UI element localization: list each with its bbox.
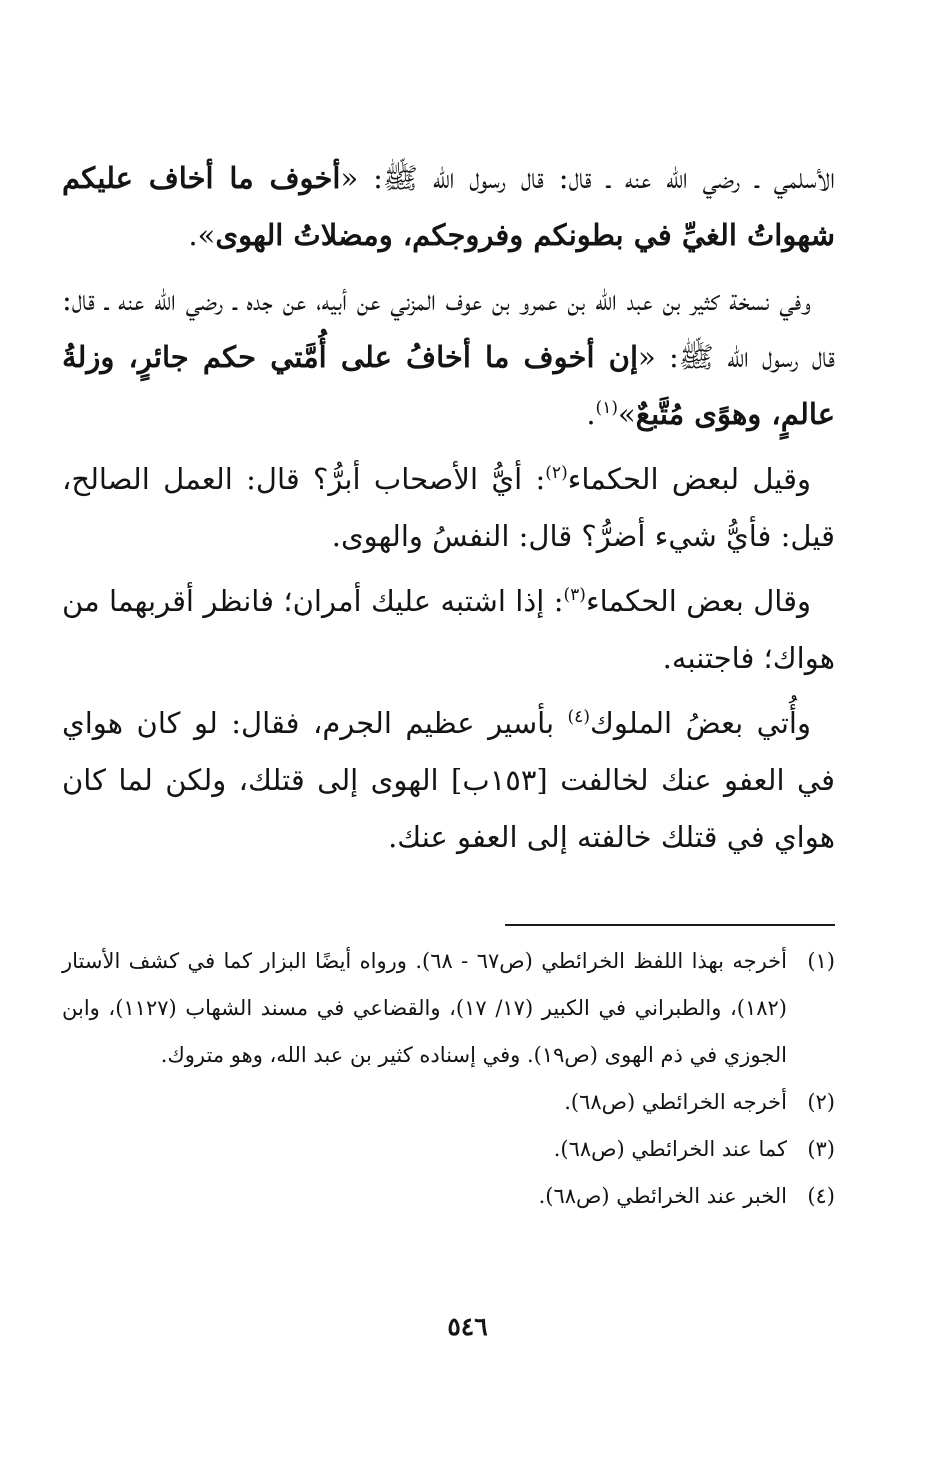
footnote-number: (٢): [807, 1090, 835, 1114]
paragraph-text: »: [617, 397, 636, 431]
footnote-text: أخرجه بهذا اللفظ الخرائطي (ص٦٧ - ٦٨). ورواه أيضًا البزار كما في كشف الأستار (١٨٢)، والطبراني في الكبير (١٧/ ١٧)، والقضاعي في مسند الشهاب (١١٢٧)، وابن الجوزي في ذم الهوى (ص١٩). وفي إسناده كثير بن عبد الله، وهو متروك.: [62, 949, 787, 1067]
paragraph-text: .: [586, 397, 596, 431]
footnote-3: [62, 1126, 835, 1173]
hadith-text: أخوف ما أخاف عليكم شهواتُ الغيِّ في بطونكم وفروجكم، ومضلاتُ الهوى: [62, 161, 835, 252]
paragraph-3: [62, 451, 835, 565]
paragraph-text: وفي نسخة كثير بن عبد الله بن عمرو بن عوف المزني عن أبيه، عن جده ـ رضي الله عنه ـ قال: قال رسول الله ﷺ: «: [62, 283, 835, 374]
footnote-ref[interactable]: (٤): [567, 707, 590, 727]
footnote-1: [62, 938, 835, 1079]
paragraph-1: [62, 150, 835, 264]
paragraph-text: : أيُّ الأصحاب أبرُّ؟ قال: العمل الصالح، قيل: فأيُّ شيء أضرُّ؟ قال: النفسُ والهوى.: [62, 462, 835, 553]
paragraph-text: بأسير عظيم الجرم، فقال: لو كان هواي في العفو عنك لخالفت [١٥٣ب] الهوى إلى قتلك، ولكن لما كان هواي في قتلك خالفته إلى العفو عنك.: [62, 706, 835, 854]
paragraph-text: وأُتي بعضُ الملوك: [589, 706, 811, 740]
paragraph-text: : إذا اشتبه عليك أمران؛ فانظر أقربهما من هواك؛ فاجتنبه.: [62, 584, 835, 675]
footnote-ref[interactable]: (١): [595, 398, 618, 418]
footnote-number: (٤): [807, 1184, 835, 1208]
paragraph-text: وقال بعض الحكماء: [585, 584, 811, 618]
footnote-text: أخرجه الخرائطي (ص٦٨).: [564, 1090, 787, 1114]
hadith-text: إن أخوف ما أخافُ على أُمَّتي حكم جائرٍ، وزلةُ عالمٍ، وهوًى مُتَّبعٌ: [62, 340, 835, 431]
footnote-2: [62, 1079, 835, 1126]
paragraph-5: [62, 695, 835, 866]
page-number: ٥٤٦: [447, 1312, 488, 1341]
main-text: [62, 150, 835, 874]
footnote-number: (١): [807, 949, 835, 973]
paragraph-2: [62, 272, 835, 443]
footnote-number: (٣): [807, 1137, 835, 1161]
footnote-4: [62, 1173, 835, 1220]
footnote-ref[interactable]: (٣): [563, 585, 586, 605]
footnotes: [62, 938, 835, 1220]
footnote-text: كما عند الخرائطي (ص٦٨).: [553, 1137, 787, 1161]
paragraph-text: ».: [188, 218, 216, 252]
footnote-divider: [505, 924, 835, 926]
paragraph-text: وقيل لبعض الحكماء: [567, 462, 811, 496]
footnote-text: الخبر عند الخرائطي (ص٦٨).: [538, 1184, 787, 1208]
paragraph-4: [62, 573, 835, 687]
footnote-ref[interactable]: (٢): [545, 463, 568, 483]
paragraph-text: الأسلمي ـ رضي الله عنه ـ قال: قال رسول الله ﷺ: «: [340, 161, 835, 195]
